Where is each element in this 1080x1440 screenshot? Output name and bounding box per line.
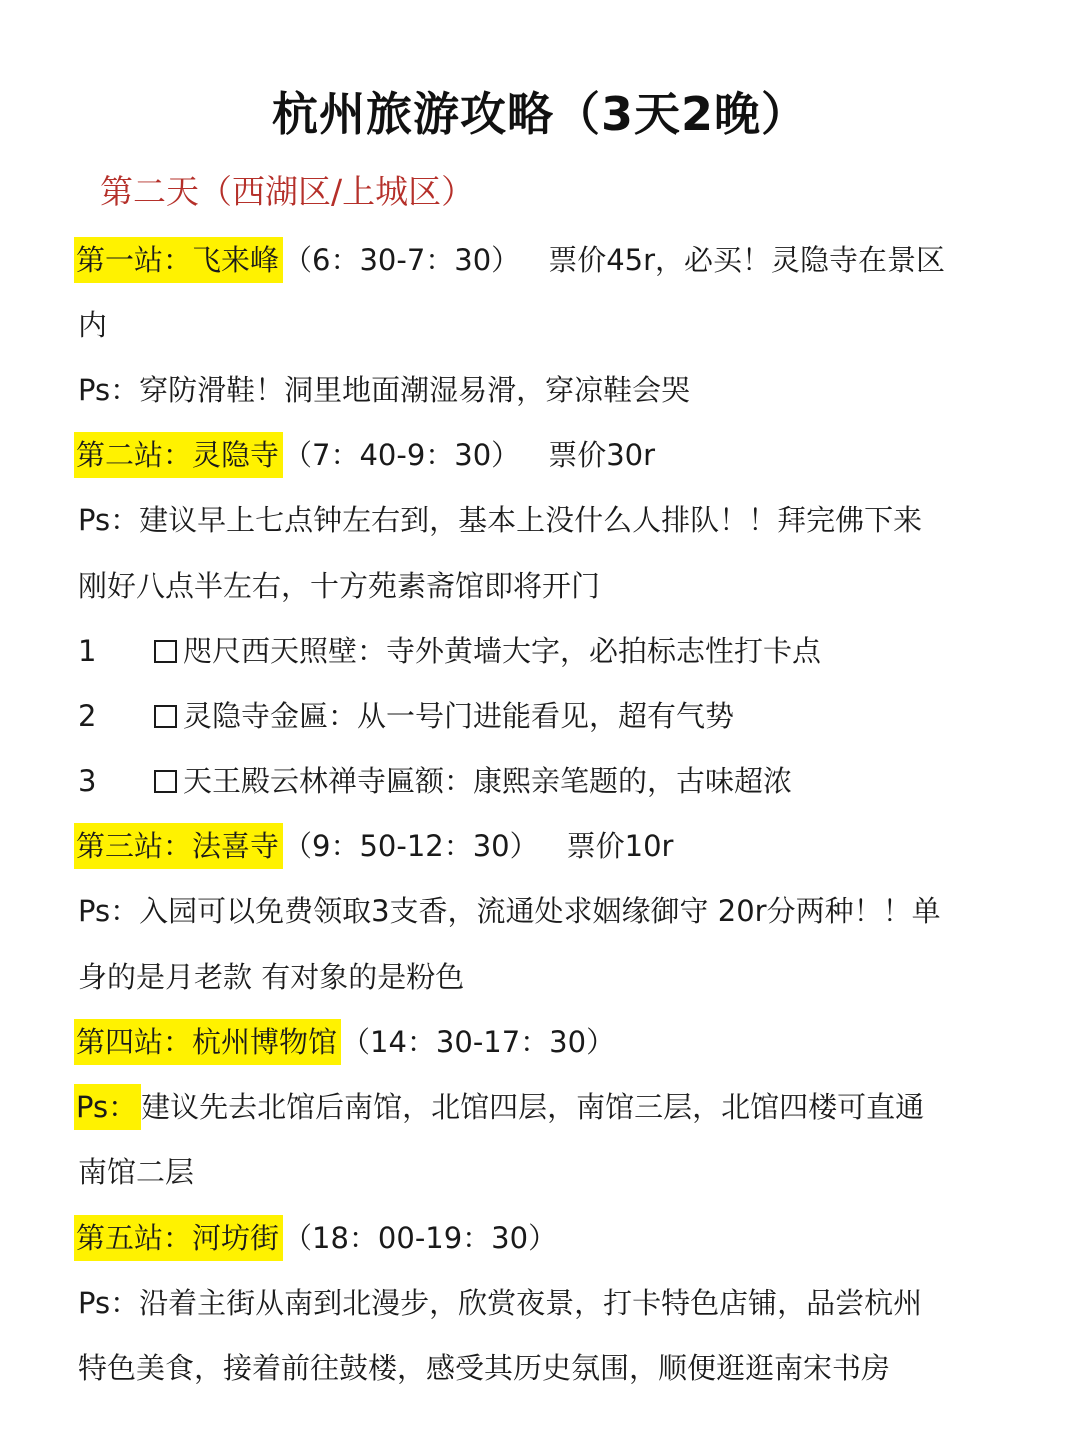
checklist-item xyxy=(78,761,792,801)
stop3-ps: Ps：入园可以免费领取3支香，流通处求姻缘御守 20r分两种！！单 xyxy=(78,894,941,928)
stop5-ps: Ps：沿着主街从南到北漫步，欣赏夜景，打卡特色店铺，品尝杭州 xyxy=(78,1286,923,1320)
stop1-info-cont: 内 xyxy=(78,308,108,342)
checklist-text: 咫尺西天照壁：寺外黄墙大字，必拍标志性打卡点 xyxy=(183,634,822,668)
stop1-info: 票价45r，必买！灵隐寺在景区 xyxy=(548,243,946,277)
checkbox-icon[interactable] xyxy=(154,640,177,663)
stop5-label: 第五站：河坊街 xyxy=(74,1215,283,1261)
checklist-item xyxy=(78,696,734,736)
stop4-ps-cont: 南馆二层 xyxy=(78,1155,195,1189)
stop4-line xyxy=(78,1022,615,1062)
stop3-time: （9：50-12：30） xyxy=(283,829,539,863)
checklist-number: 3 xyxy=(78,764,97,798)
stop1-line xyxy=(78,240,945,280)
checklist-item xyxy=(78,631,821,671)
stop4-ps-line xyxy=(78,1087,924,1127)
stop2-time: （7：40-9：30） xyxy=(283,438,521,472)
checklist-number: 2 xyxy=(78,699,97,733)
stop5-time: （18：00-19：30） xyxy=(283,1221,558,1255)
stop3-ps-cont: 身的是月老款 有对象的是粉色 xyxy=(78,960,465,994)
stop2-ps: Ps：建议早上七点钟左右到，基本上没什么人排队！！拜完佛下来 xyxy=(78,503,923,537)
stop2-info: 票价30r xyxy=(548,438,656,472)
stop4-time: （14：30-17：30） xyxy=(341,1025,616,1059)
day-subtitle: 第二天（西湖区/上城区） xyxy=(100,172,475,211)
checkbox-icon[interactable] xyxy=(154,770,177,793)
stop3-line xyxy=(78,826,673,866)
checklist-number: 1 xyxy=(78,634,97,668)
stop4-ps-label: Ps： xyxy=(74,1084,141,1130)
stop1-time: （6：30-7：30） xyxy=(283,243,521,277)
checkbox-icon[interactable] xyxy=(154,705,177,728)
stop4-label: 第四站：杭州博物馆 xyxy=(74,1019,341,1065)
stop3-info: 票价10r xyxy=(566,829,674,863)
checklist-text: 灵隐寺金匾：从一号门进能看见，超有气势 xyxy=(183,699,735,733)
stop2-line xyxy=(78,435,655,475)
stop3-label: 第三站：法喜寺 xyxy=(74,823,283,869)
page-title: 杭州旅游攻略（3天2晚） xyxy=(271,87,808,141)
stop2-ps-cont: 刚好八点半左右，十方苑素斋馆即将开门 xyxy=(78,569,601,603)
stop4-ps: 建议先去北馆后南馆，北馆四层，南馆三层，北馆四楼可直通 xyxy=(141,1090,925,1124)
stop5-line xyxy=(78,1218,557,1258)
stop1-ps: Ps：穿防滑鞋！洞里地面潮湿易滑，穿凉鞋会哭 xyxy=(78,373,691,407)
stop2-label: 第二站：灵隐寺 xyxy=(74,432,283,478)
stop5-ps-cont: 特色美食，接着前往鼓楼，感受其历史氛围，顺便逛逛南宋书房 xyxy=(78,1351,891,1385)
stop1-label: 第一站：飞来峰 xyxy=(74,237,283,283)
checklist-text: 天王殿云林禅寺匾额：康熙亲笔题的，古味超浓 xyxy=(183,764,793,798)
